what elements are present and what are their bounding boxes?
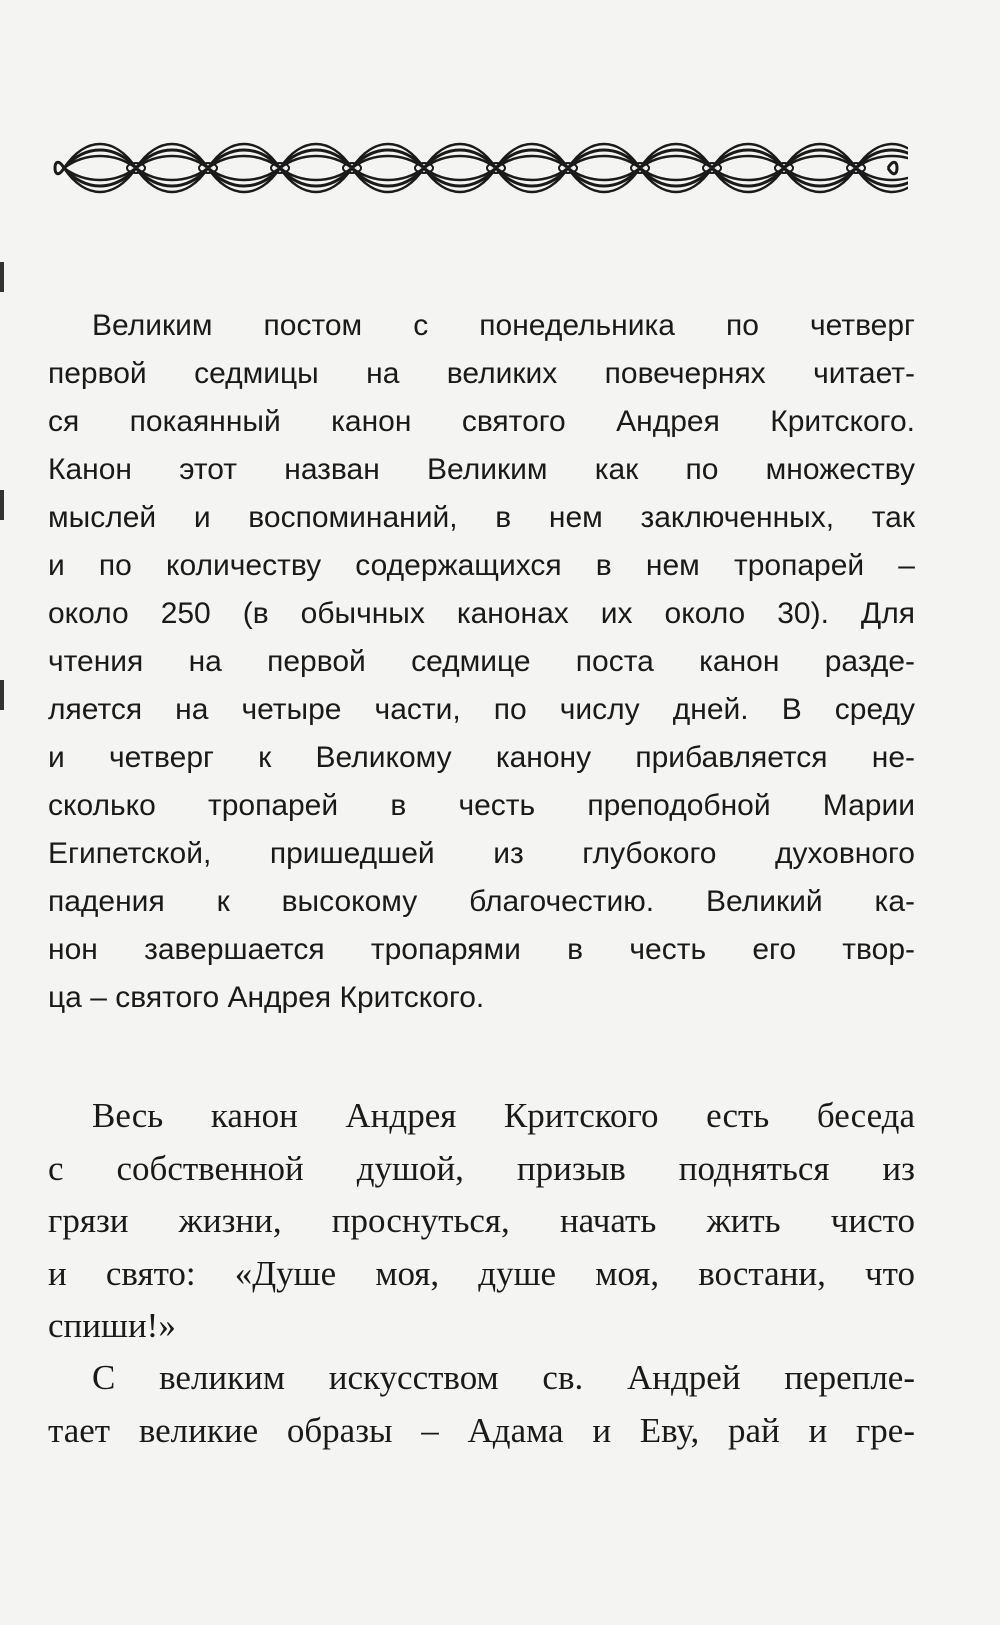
text-line: ца – святого Андрея Критского. xyxy=(48,981,485,1014)
text-line: Канон этот назван Великим как по множеству xyxy=(48,453,915,486)
text-line: около 250 (в обычных канонах их около 30). Для xyxy=(48,597,915,630)
text-line: Великим постом с понедельника по четверг xyxy=(92,309,915,342)
text-line: тает великие образы – Адама и Еву, рай и гре- xyxy=(48,1410,915,1450)
text-line: сколько тропарей в честь преподобной Марии xyxy=(48,789,915,822)
text-line: Весь канон Андрея Критского есть беседа xyxy=(92,1096,915,1135)
text-line: падения к высокому благочестию. Великий ка- xyxy=(48,885,915,918)
paragraph-2 xyxy=(48,1090,915,1353)
text-line: С великим искусством св. Андрей перепле- xyxy=(92,1358,915,1397)
text-line: спиши!» xyxy=(48,1306,176,1345)
paragraph-3 xyxy=(48,1352,915,1457)
text-line: мыслей и воспоминаний, в нем заключенных, так xyxy=(48,501,915,534)
scan-edge-mark xyxy=(0,262,4,292)
text-line: и четверг к Великому канону прибавляется не- xyxy=(48,741,915,774)
text-line: с собственной душой, призыв подняться из xyxy=(48,1148,915,1188)
scan-edge-mark xyxy=(0,680,4,710)
text-line: и свято: «Душе моя, душе моя, востани, что xyxy=(48,1253,915,1293)
text-line: грязи жизни, проснуться, начать жить чисто xyxy=(48,1201,915,1240)
paragraph-1 xyxy=(48,302,915,1022)
text-line: ляется на четыре части, по числу дней. В среду xyxy=(48,693,915,726)
text-line: первой седмицы на великих повечернях читает- xyxy=(48,357,915,390)
text-line: нон завершается тропарями в честь его твор- xyxy=(48,933,915,966)
text-line: Египетской, пришедшей из глубокого духовного xyxy=(48,837,915,870)
scan-edge-mark xyxy=(0,490,4,520)
text-line: чтения на первой седмице поста канон разде- xyxy=(48,645,915,678)
text-line: и по количеству содержащихся в нем тропарей – xyxy=(48,549,915,582)
text-line: ся покаянный канон святого Андрея Критского. xyxy=(48,405,915,438)
braided-ornament-divider xyxy=(44,128,908,208)
